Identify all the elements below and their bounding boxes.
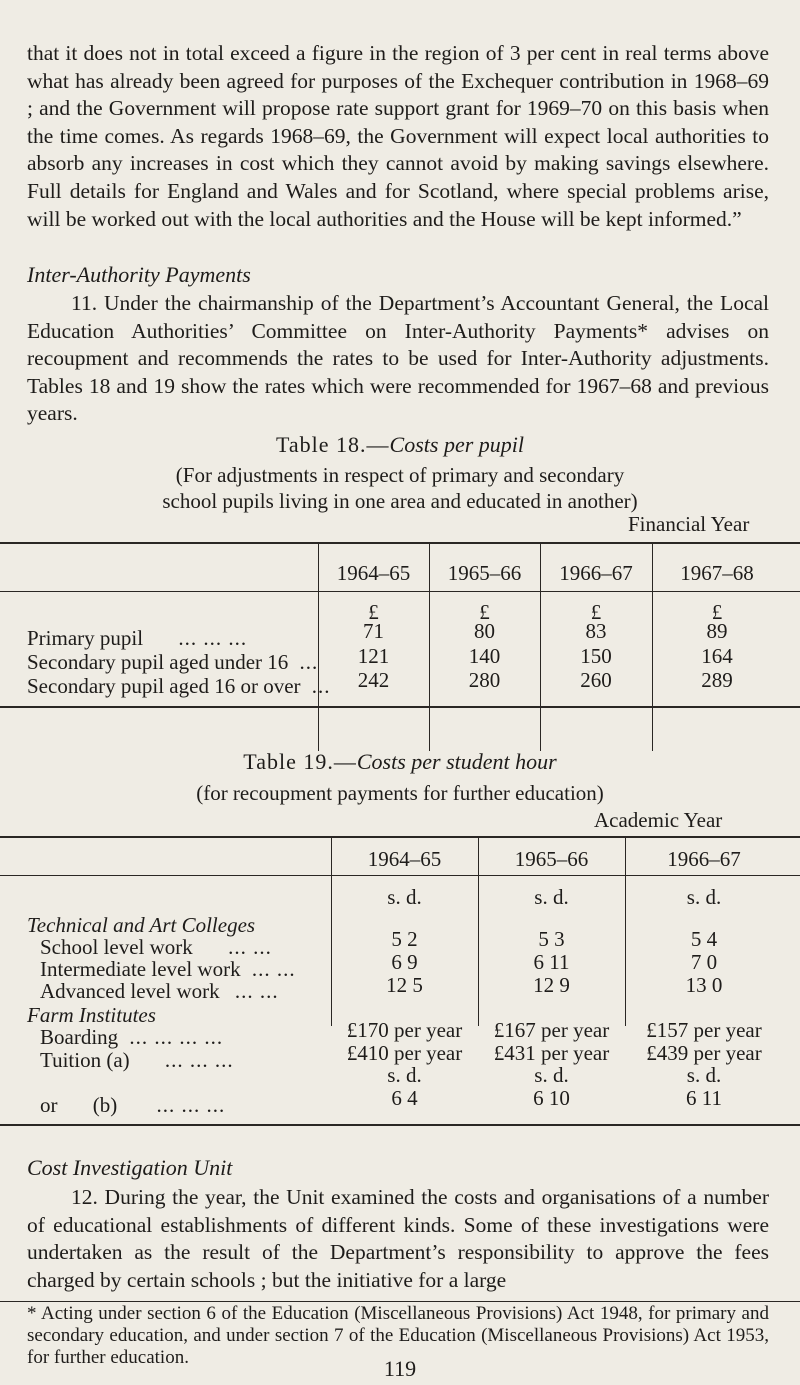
table-19-subtitle: (for recoupment payments for further education): [196, 781, 604, 805]
intro-paragraph-text: that it does not in total exceed a figure in the region of 3 per cent in real terms above what has already been agreed for purposes of the Exchequer contribution in 1968–69 ; and the Government will propose rate support grant for 1969–70 on this basis when the time comes. As regards 1968–69, the Government will expect local authorities to absorb any increases in cost which they cannot avoid by making savings elsewhere. Full details for England and Wales and for Scotland, where special problems arise, will be worked out with the local authorities and the House will be kept informed.”: [27, 41, 769, 231]
table-18-top-rule: [0, 542, 800, 544]
table-19-cell: £439 per year: [646, 1041, 762, 1065]
row-label-text: Primary pupil: [27, 626, 144, 650]
table-18-caption: Costs per pupil: [389, 432, 524, 457]
row-label-text: Tuition (a): [40, 1048, 130, 1072]
table-18-column-header: 1965–66: [447, 561, 522, 585]
table-18-row-label: [27, 651, 318, 673]
row-leader-dots: ...: [299, 650, 319, 674]
table-19-unit: s. d.: [534, 885, 569, 909]
table-19-row-label: [40, 1094, 225, 1116]
table-19-column-header: 1966–67: [667, 847, 741, 871]
table-19-cell: £157 per year: [646, 1018, 762, 1042]
paragraph-12: [27, 1184, 769, 1294]
table-19-cell: 6 10: [533, 1086, 570, 1110]
table-19-cell: 12 9: [533, 973, 570, 997]
paragraph-11: [27, 290, 769, 428]
paragraph-12-text: 12. During the year, the Unit examined the costs and organisations of a number of educational establishments of different kinds. Some of these investigations were undertaken as the result of the Department’s responsibility to approve the fees charged by certain schools ; but the initiative for a large: [27, 1185, 769, 1292]
table-19-cell: £167 per year: [493, 1018, 610, 1042]
table-19-unit: s. d.: [686, 1063, 722, 1087]
row-prefix-text: or: [40, 1093, 58, 1117]
table-18-cell: 280: [468, 668, 501, 692]
table-19-cell: £170 per year: [346, 1018, 463, 1042]
table-19-top-rule: [0, 836, 800, 838]
table-19-category-label: Technical and Art Colleges: [27, 913, 256, 937]
table-19-cell: 7 0: [690, 950, 718, 974]
table-18-cell: 289: [701, 668, 733, 692]
table-19-row-label: [40, 936, 272, 958]
table-19-cell: 6 9: [391, 950, 418, 974]
table-18-row-label: [27, 675, 331, 697]
table-19-row-label: [40, 1026, 223, 1048]
row-label-text: School level work: [40, 935, 193, 959]
table-19-unit: s. d.: [686, 885, 722, 909]
table-18-cell: 89: [706, 619, 728, 643]
table-18-cell: 71: [363, 619, 384, 643]
table-19-cell: 6 4: [391, 1086, 418, 1110]
table-18-column-header: 1966–67: [559, 561, 633, 585]
section-heading-cost-investigation: Cost Investigation Unit: [27, 1155, 233, 1180]
row-leader-dots: ... ... ...: [164, 1048, 234, 1072]
table-19-cell: 12 5: [386, 973, 423, 997]
row-label-text: Intermediate level work: [40, 957, 241, 981]
page-number: 119: [383, 1356, 417, 1381]
row-leader-dots: ... ... ... ...: [129, 1025, 224, 1049]
table-18-cell: 150: [580, 644, 612, 668]
table-18-column-header: 1964–65: [336, 561, 411, 585]
footnote: * Acting under section 6 of the Education (Miscellaneous Provisions) Act 1948, for primary and secondary education, and under section 7 of the Education (Miscellaneous Provisions) Act 1953, for further education.: [27, 1303, 769, 1368]
table-19-bottom-rule: [0, 1124, 800, 1126]
table-18-bottom-rule: [0, 706, 800, 708]
table-19-label: Table 19.—: [243, 749, 357, 774]
table-19-cell: £431 per year: [493, 1041, 610, 1065]
table-19-column-header: 1965–66: [514, 847, 589, 871]
table-18-title: [0, 432, 800, 458]
section-heading-inter-authority: Inter-Authority Payments: [27, 262, 251, 287]
table-19-category-label: Farm Institutes: [27, 1003, 156, 1027]
table-19-title: [0, 749, 800, 775]
table-18-cell: 121: [357, 644, 390, 668]
table-19-caption: Costs per student hour: [356, 749, 557, 774]
table-19-column-header: 1964–65: [367, 847, 442, 871]
table-19-cell: 5 2: [391, 927, 418, 951]
row-label-text: Advanced level work: [40, 979, 220, 1003]
table-19-header-rule: [0, 875, 800, 876]
table-18-subtitle: (For adjustments in respect of primary and secondary school pupils living in one area and educated in another): [162, 463, 638, 513]
table-19-cell: 6 11: [533, 950, 570, 974]
table-19-cell: £410 per year: [346, 1041, 463, 1065]
row-leader-dots: ... ...: [251, 957, 296, 981]
row-label-text: Secondary pupil aged 16 or over: [27, 674, 301, 698]
table-19-cell: 13 0: [685, 973, 723, 997]
row-leader-dots: ... ... ...: [156, 1093, 226, 1117]
table-18-column-header: 1967–68: [680, 561, 754, 585]
row-label-text: Secondary pupil aged under 16: [27, 650, 289, 674]
table-18-cell: 242: [357, 668, 390, 692]
table-19-row-label: [40, 1049, 234, 1071]
table-18-cell: 260: [580, 668, 612, 692]
table-19-cell: 5 4: [690, 927, 718, 951]
table-19-cell: 5 3: [538, 927, 565, 951]
row-leader-dots: ... ...: [234, 979, 279, 1003]
table-19-cell: 6 11: [686, 1086, 722, 1110]
row-label-text: (b): [92, 1093, 118, 1117]
table-18-year-label: Financial Year: [628, 512, 750, 536]
row-leader-dots: ...: [311, 674, 331, 698]
table-18-unit: £: [479, 600, 490, 624]
table-19-row-label: [40, 958, 296, 980]
table-18-unit: £: [368, 600, 379, 624]
table-18-cell: 80: [474, 619, 495, 643]
table-19-year-label: Academic Year: [594, 808, 723, 832]
footnote-rule: [0, 1301, 800, 1302]
paragraph-11-text: 11. Under the chairmanship of the Department’s Accountant General, the Local Education Authorities’ Committee on Inter-Authority Payments* advises on recoupment and recommends the rates to be used for Inter-Authority adjustments. Tables 18 and 19 show the rates which were recommended for 1967–68 and previous years.: [27, 291, 769, 426]
table-19-unit: s. d.: [534, 1063, 569, 1087]
table-18-unit: £: [711, 600, 723, 624]
table-18-cell: 83: [585, 619, 607, 643]
table-18-header-rule: [0, 591, 800, 592]
row-leader-dots: ... ...: [228, 935, 272, 959]
row-leader-dots: ... ... ...: [178, 626, 248, 650]
table-18-unit: £: [590, 600, 602, 624]
table-19-unit: s. d.: [387, 885, 422, 909]
table-19-row-label: [40, 980, 279, 1002]
table-18-cell: 164: [701, 644, 733, 668]
intro-paragraph: [27, 40, 769, 233]
table-18-cell: 140: [468, 644, 501, 668]
table-18-label: Table 18.—: [275, 432, 390, 457]
row-label-text: Boarding: [40, 1025, 119, 1049]
table-19-unit: s. d.: [387, 1063, 422, 1087]
table-18-row-label: [27, 627, 247, 649]
